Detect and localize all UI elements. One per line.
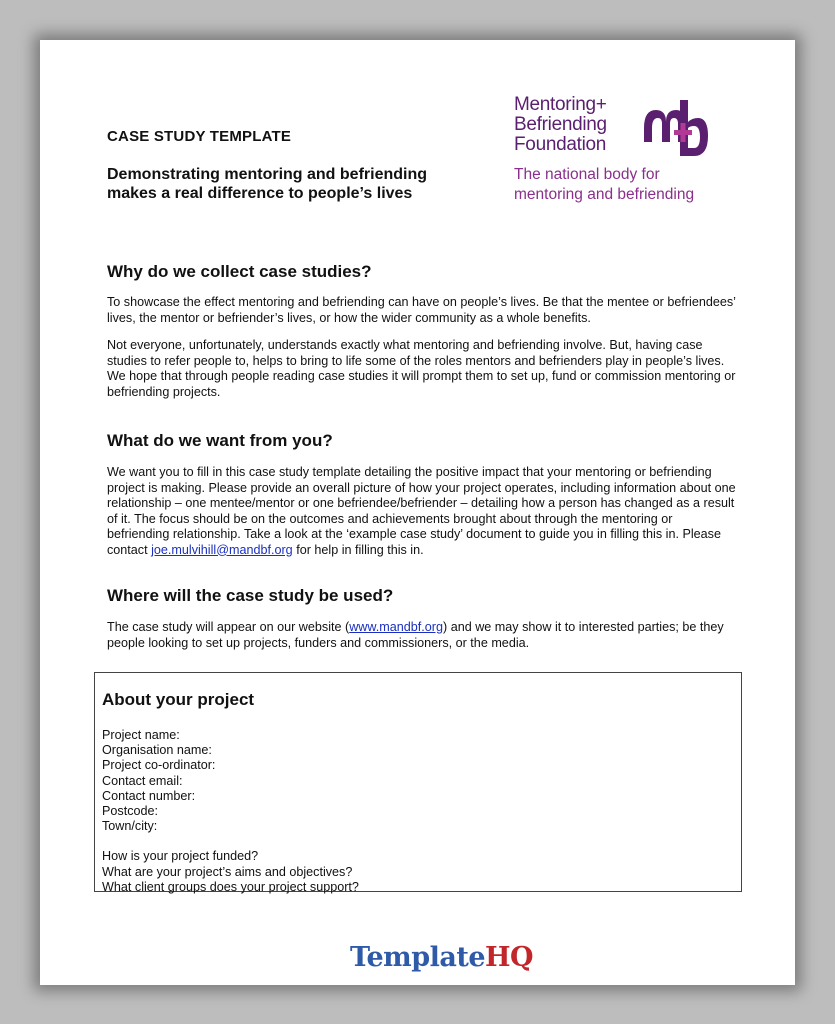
logo-tagline-line: The national body for xyxy=(514,166,660,183)
where-paragraph-text: The case study will appear on our website ( xyxy=(107,620,350,634)
logo-name-line: Foundation xyxy=(514,134,607,155)
where-paragraph-text-end: ) and we may show it to interested parties; be they people looking to set up projects, funders and commissioners, or the media. xyxy=(107,620,724,650)
what-paragraph xyxy=(107,465,737,558)
question-aims: What are your project’s aims and objectives? xyxy=(102,864,353,879)
website-link[interactable]: www.mandbf.org xyxy=(349,620,443,634)
watermark-part-hq: HQ xyxy=(485,942,534,973)
mb-logo-icon xyxy=(640,98,710,164)
section-heading-why: Why do we collect case studies? xyxy=(107,262,372,281)
logo-name-line: Mentoring+ xyxy=(514,94,607,115)
logo-name-line: Befriending xyxy=(514,114,607,135)
question-client-groups: What client groups does your project support? xyxy=(102,879,359,894)
question-funding: How is your project funded? xyxy=(102,849,259,864)
page-title: CASE STUDY TEMPLATE xyxy=(107,128,292,145)
section-heading-what: What do we want from you? xyxy=(107,431,333,450)
what-paragraph-text-end: for help in filling this in. xyxy=(292,542,424,557)
section-heading-where: Where will the case study be used? xyxy=(107,586,394,605)
field-contact-number: Contact number: xyxy=(102,788,196,803)
templatehq-watermark xyxy=(350,942,533,973)
why-paragraph-1: To showcase the effect mentoring and befriending can have on people’s lives. Be that the mentee or befriendees’ lives, the mentor or befriender’s lives, or how the wider community as a whole benefits. xyxy=(107,295,736,325)
field-contact-email: Contact email: xyxy=(102,773,183,788)
why-paragraph-2: Not everyone, unfortunately, understands exactly what mentoring and befriending involve. But, having case studies to refer people to, helps to bring to life some of the roles mentors and befrienders play in people’s lives. We hope that through people reading case studies it will prompt them to set up, fund or commission mentoring or befriending projects. xyxy=(107,338,736,399)
document-page xyxy=(40,40,795,985)
page-subtitle: Demonstrating mentoring and befriending makes a real difference to people’s lives xyxy=(107,166,428,202)
field-organisation-name: Organisation name: xyxy=(102,743,212,758)
watermark-part-template: Template xyxy=(350,942,486,973)
field-postcode: Postcode: xyxy=(102,804,159,819)
logo-tagline-line: mentoring and befriending xyxy=(514,186,695,203)
field-town-city: Town/city: xyxy=(102,819,158,834)
what-paragraph-text: We want you to fill in this case study template detailing the positive impact that your mentoring or befriending project is making. Please provide an overall picture of how your project operates, including information about one relationship – one mentee/mentor or one befriendee/befriender – detailing how a person has changed as a result of it. The focus should be on the outcomes and achievements brought about through the mentoring or befriending relationship. Take a look at the ‘example case study’ document to guide you in filling this in. Please contact xyxy=(107,465,736,557)
where-paragraph xyxy=(107,620,737,651)
field-project-coordinator: Project co-ordinator: xyxy=(102,758,216,773)
field-project-name: Project name: xyxy=(102,728,180,742)
contact-email-link[interactable]: joe.mulvihill@mandbf.org xyxy=(151,542,293,557)
about-project-box xyxy=(94,672,742,892)
about-project-heading: About your project xyxy=(102,690,255,709)
project-field-list xyxy=(102,728,359,895)
